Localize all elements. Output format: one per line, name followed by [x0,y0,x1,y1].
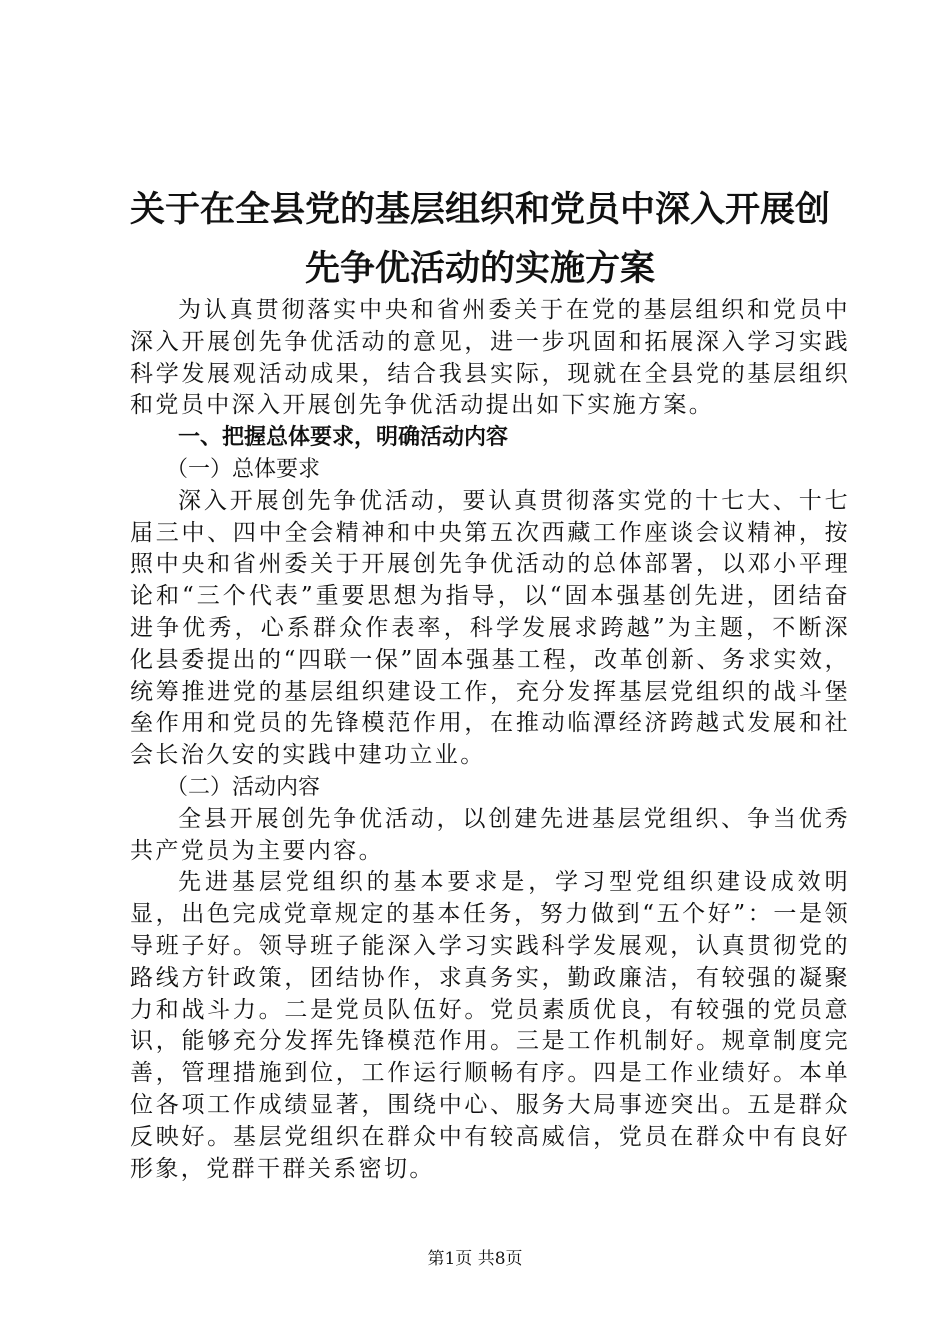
subsection-1-paragraph: 深入开展创先争优活动，要认真贯彻落实党的十七大、十七届三中、四中全会精神和中央第五次西藏工作座谈会议精神，按照中央和省州委关于开展创先争优活动的总体部署，以邓小平理论和“三个代表”重要思想为指导，以“固本强基创先进，团结奋进争优秀，心系群众作表率，科学发展求跨越”为主题，不断深化县委提出的“四联一保”固本强基工程，改革创新、务求实效，统筹推进党的基层组织建设工作，充分发挥基层党组织的战斗堡垒作用和党员的先锋模范作用，在推动临潭经济跨越式发展和社会长治久安的实践中建功立业。 [130,487,850,769]
document-title-line-2: 先争优活动的实施方案 [304,249,655,289]
subsection-2-paragraph-1: 全县开展创先争优活动，以创建先进基层党组织、争当优秀共产党员为主要内容。 [130,805,850,864]
intro-paragraph: 为认真贯彻落实中央和省州委关于在党的基层组织和党员中深入开展创先争优活动的意见，进一步巩固和拓展深入学习实践科学发展观活动成果，结合我县实际，现就在全县党的基层组织和党员中深入开展创先争优活动提出如下实施方案。 [130,297,850,419]
subsection-2-heading: （二）活动内容 [166,774,321,800]
section-1-heading: 一、把握总体要求，明确活动内容 [178,425,509,451]
document-title-line-1: 关于在全县党的基层组织和党员中深入开展创 [129,190,830,230]
document-body [130,295,850,1185]
subsection-2-paragraph-2: 先进基层党组织的基本要求是，学习型党组织建设成效明显，出色完成党章规定的基本任务，努力做到“五个好”：一是领导班子好。领导班子能深入学习实践科学发展观，认真贯彻党的路线方针政策，团结协作，求真务实，勤政廉洁，有较强的凝聚力和战斗力。二是党员队伍好。党员素质优良，有较强的党员意识，能够充分发挥先锋模范作用。三是工作机制好。规章制度完善，管理措施到位，工作运行顺畅有序。四是工作业绩好。本单位各项工作成绩显著，围绕中心、服务大局事迹突出。五是群众反映好。基层党组织在群众中有较高威信，党员在群众中有良好形象，党群干群关系密切。 [130,869,850,1182]
page-footer: 第1页 共8页 [427,1249,523,1269]
subsection-1-heading: （一）总体要求 [166,456,321,482]
